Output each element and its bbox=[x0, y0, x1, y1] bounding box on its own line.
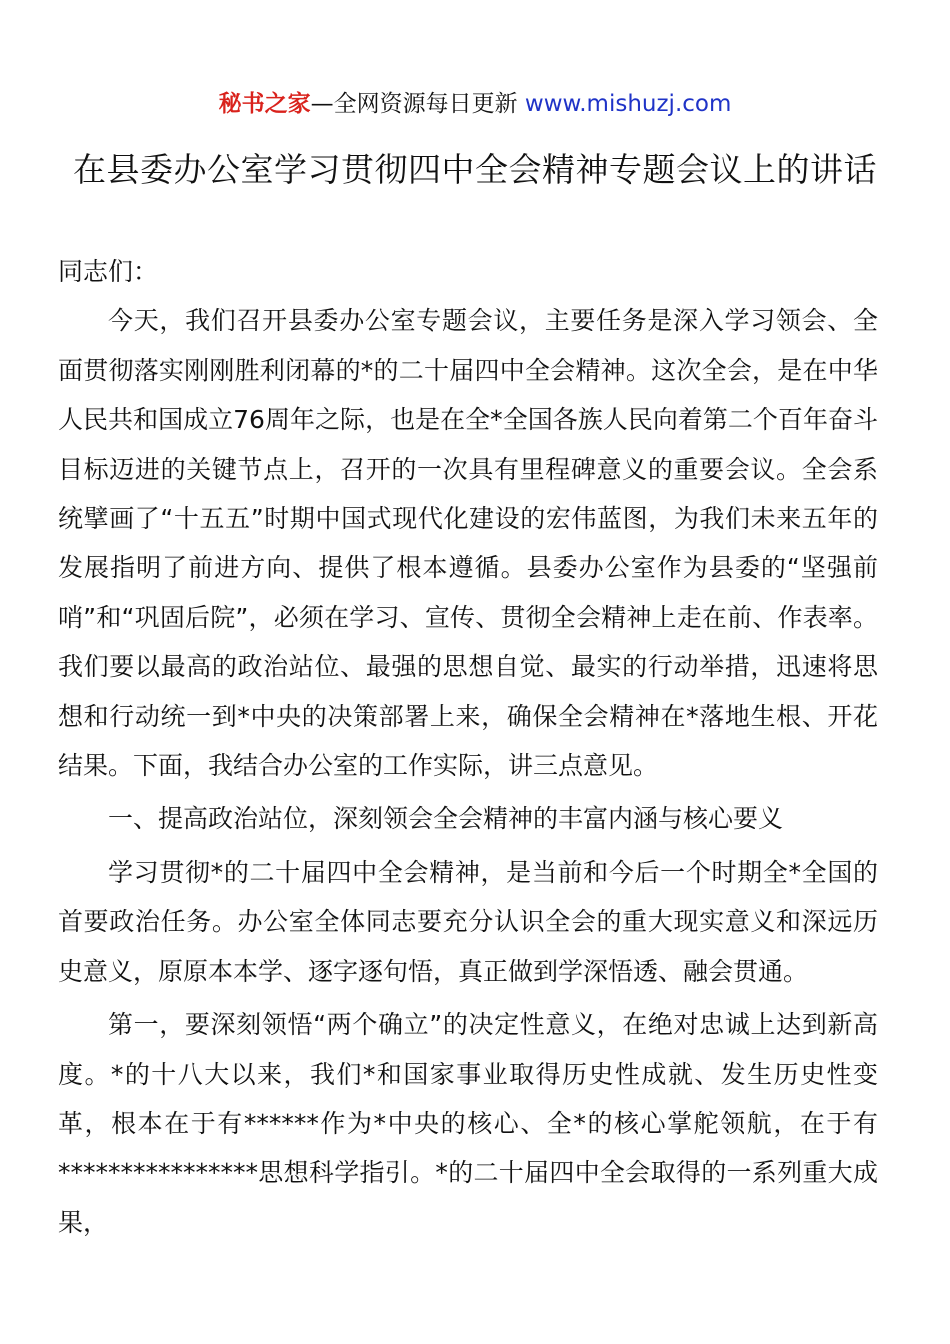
site-header bbox=[0, 88, 950, 120]
document-body bbox=[58, 247, 878, 1247]
site-tagline: —全网资源每日更新 bbox=[310, 91, 525, 117]
paragraph-point-1: 第一，要深刻领悟“两个确立”的决定性意义，在绝对忠诚上达到新高度。*的十八大以来，我们*和国家事业取得历史性成就、发生历史性变革，根本在于有******作为*中央的核心、全*的核心掌舵领航，在于有****************思想科学指引。*的二十届四中全会取得的一系列重大成果， bbox=[58, 1010, 878, 1237]
site-url-link[interactable]: www.mishuzj.com bbox=[524, 91, 732, 117]
document-title: 在县委办公室学习贯彻四中全会精神专题会议上的讲话 bbox=[73, 150, 877, 189]
section-heading-1: 一、提高政治站位，深刻领会全会精神的丰富内涵与核心要义 bbox=[108, 804, 784, 834]
salutation: 同志们： bbox=[58, 257, 159, 286]
site-brand: 秘书之家 bbox=[218, 91, 311, 117]
paragraph-intro: 今天，我们召开县委办公室专题会议，主要任务是深入学习领会、全面贯彻落实刚刚胜利闭幕的*的二十届四中全会精神。这次全会，是在中华人民共和国成立76周年之际，也是在全*全国各族人民向着第二个百年奋斗目标迈进的关键节点上，召开的一次具有里程碑意义的重要会议。全会系统擘画了“十五五”时期中国式现代化建设的宏伟蓝图，为我们未来五年的发展指明了前进方向、提供了根本遵循。县委办公室作为县委的“坚强前哨”和“巩固后院”，必须在学习、宣传、贯彻全会精神上走在前、作表率。我们要以最高的政治站位、最强的思想自觉、最实的行动举措，迅速将思想和行动统一到*中央的决策部署上来，确保全会精神在*落地生根、开花结果。下面，我结合办公室的工作实际，讲三点意见。 bbox=[58, 306, 878, 781]
paragraph-section-1: 学习贯彻*的二十届四中全会精神，是当前和今后一个时期全*全国的首要政治任务。办公室全体同志要充分认识全会的重大现实意义和深远历史意义，原原本本学、逐字逐句悟，真正做到学深悟透、融会贯通。 bbox=[58, 857, 878, 986]
